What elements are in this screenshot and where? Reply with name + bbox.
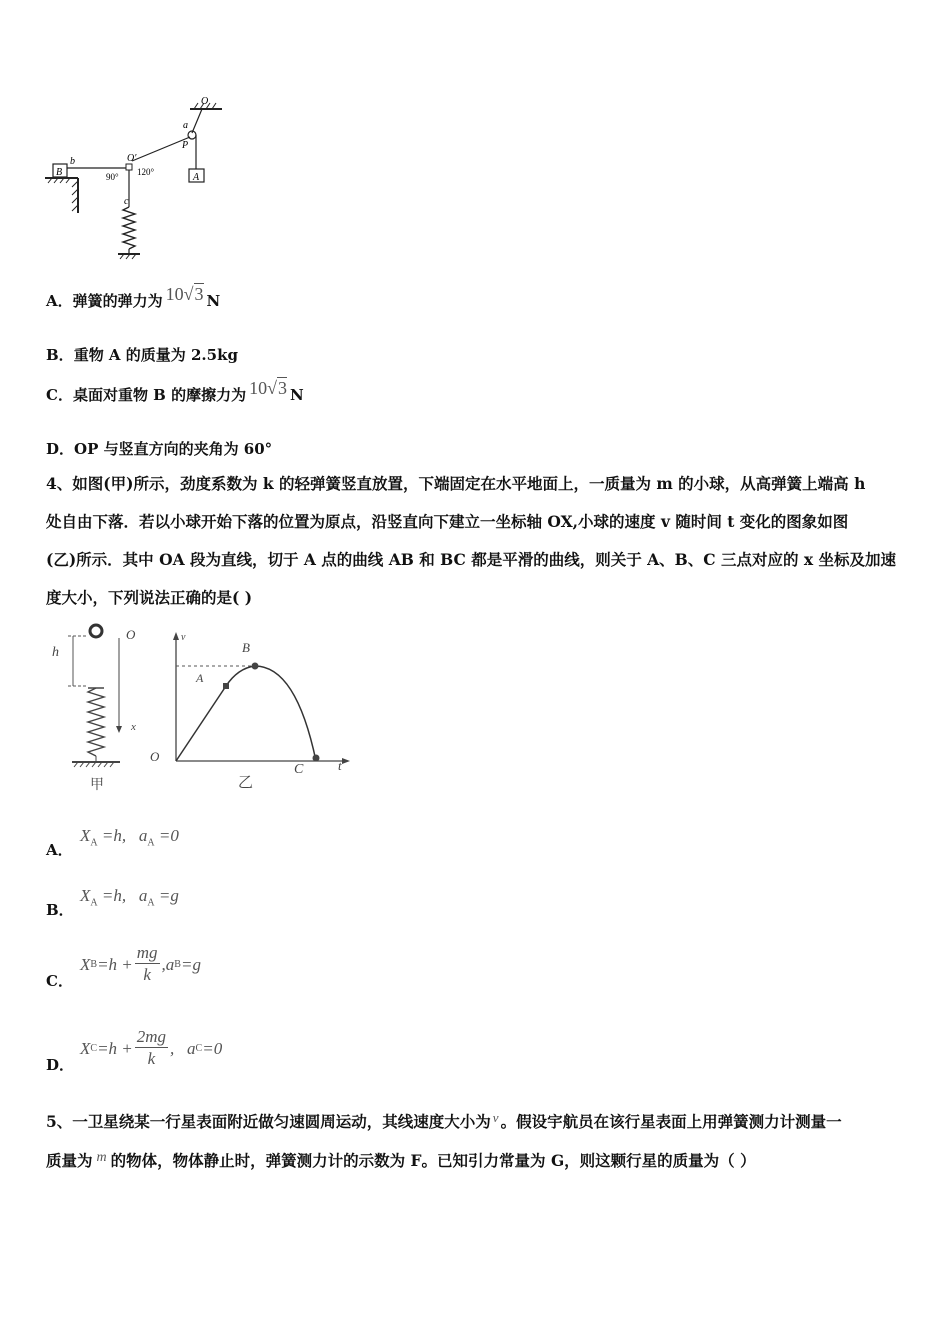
q4-option-d[interactable]: D． bbox=[46, 1056, 75, 1074]
point-b bbox=[252, 663, 259, 670]
jia-caption: 甲 bbox=[90, 778, 104, 793]
value-10-root-3: 10√3 bbox=[165, 284, 204, 304]
label-b: b bbox=[70, 156, 75, 167]
figure-jia bbox=[52, 625, 136, 793]
q4-option-d-formula: X C =h + $\frac{2mg}{k}$ , a C =0 bbox=[80, 1027, 223, 1068]
fraction-2mg-over-k: $\frac{2mg}{k}$ bbox=[136, 1027, 167, 1068]
q4-option-b-formula: $X_A =h$, $a_A =g$ bbox=[80, 886, 179, 909]
point-a bbox=[223, 683, 229, 689]
q3-option-c[interactable]: C．桌面对重物 B 的摩擦力为 10√3 N bbox=[46, 378, 304, 404]
q5-stem-line-1: 5、一卫星绕某一行星表面附近做匀速圆周运动，其线速度大小为 $^v$ 。假设宇航员在该行星表面上用弹簧测力计测量一 bbox=[46, 1110, 842, 1131]
yi-t-label: t bbox=[338, 758, 342, 773]
yi-c-label: C bbox=[294, 762, 304, 777]
q4-stem-line-2: 处自由下落．若以小球开始下落的位置为原点，沿竖直向下建立一坐标轴 OX,小球的速度 v 随时间 t 变化的图象如图 bbox=[46, 512, 849, 531]
point-c bbox=[313, 755, 320, 762]
force-diagram bbox=[40, 95, 240, 265]
yi-b-label: B bbox=[242, 640, 250, 655]
spring-velocity-figure bbox=[46, 618, 366, 796]
q4-stem-line-3: (乙)所示．其中 OA 段为直线，切于 A 点的曲线 AB 和 BC 都是平滑的曲线，则关于 A、B、C 三点对应的 x 坐标及加速 bbox=[46, 550, 897, 569]
angle-120: 120° bbox=[137, 167, 155, 177]
jia-x-label: x bbox=[131, 721, 136, 733]
q4-option-c[interactable]: C． bbox=[46, 972, 73, 990]
q3-option-b[interactable]: B．重物 A 的质量为 2.5kg bbox=[46, 346, 238, 364]
label-o-prime: O′ bbox=[127, 153, 137, 164]
label-p: P bbox=[182, 140, 189, 151]
yi-o-label: O bbox=[150, 749, 160, 764]
q4-stem-line-1: 4、如图(甲)所示，劲度系数为 k 的轻弹簧竖直放置，下端固定在水平地面上，一质量为 m 的小球，从高弹簧上端高 h bbox=[46, 474, 866, 493]
q4-option-b[interactable]: B． bbox=[46, 901, 74, 919]
jia-o-label: O bbox=[126, 627, 136, 642]
label-c: c bbox=[124, 196, 129, 207]
q3-option-d[interactable]: D．OP 与竖直方向的夹角为 60° bbox=[46, 440, 273, 458]
q3-option-a[interactable]: A．弹簧的弹力为 10√3 N bbox=[46, 284, 221, 310]
q5-stem-line-2: 质量为 m 的物体，物体静止时，弹簧测力计的示数为 F。已知引力常量为 G，则这颗行星的质量为（ ） bbox=[46, 1150, 756, 1170]
label-block-a: A bbox=[193, 172, 200, 183]
yi-v-label: v bbox=[181, 632, 186, 643]
label-a: a bbox=[183, 120, 188, 131]
yi-caption: 乙 bbox=[238, 775, 254, 791]
label-o: O bbox=[201, 96, 209, 107]
fraction-mg-over-k: $\frac{mg}{k}$ bbox=[136, 943, 158, 984]
q4-option-c-formula: X B =h + $\frac{mg}{k}$ , a B =g bbox=[80, 943, 201, 984]
q4-stem-line-4: 度大小，下列说法正确的是( ) bbox=[46, 588, 253, 607]
angle-90: 90° bbox=[106, 172, 119, 182]
figure-yi bbox=[150, 632, 350, 791]
yi-a-label: A bbox=[196, 671, 204, 685]
jia-h-label: h bbox=[52, 645, 59, 660]
q4-option-a[interactable]: A． bbox=[46, 841, 73, 859]
q4-option-a-formula: $X_A =h$, $a_A =0$ bbox=[80, 826, 179, 849]
value-10-root-3: 10√3 bbox=[249, 378, 287, 398]
label-block-b: B bbox=[56, 167, 63, 178]
